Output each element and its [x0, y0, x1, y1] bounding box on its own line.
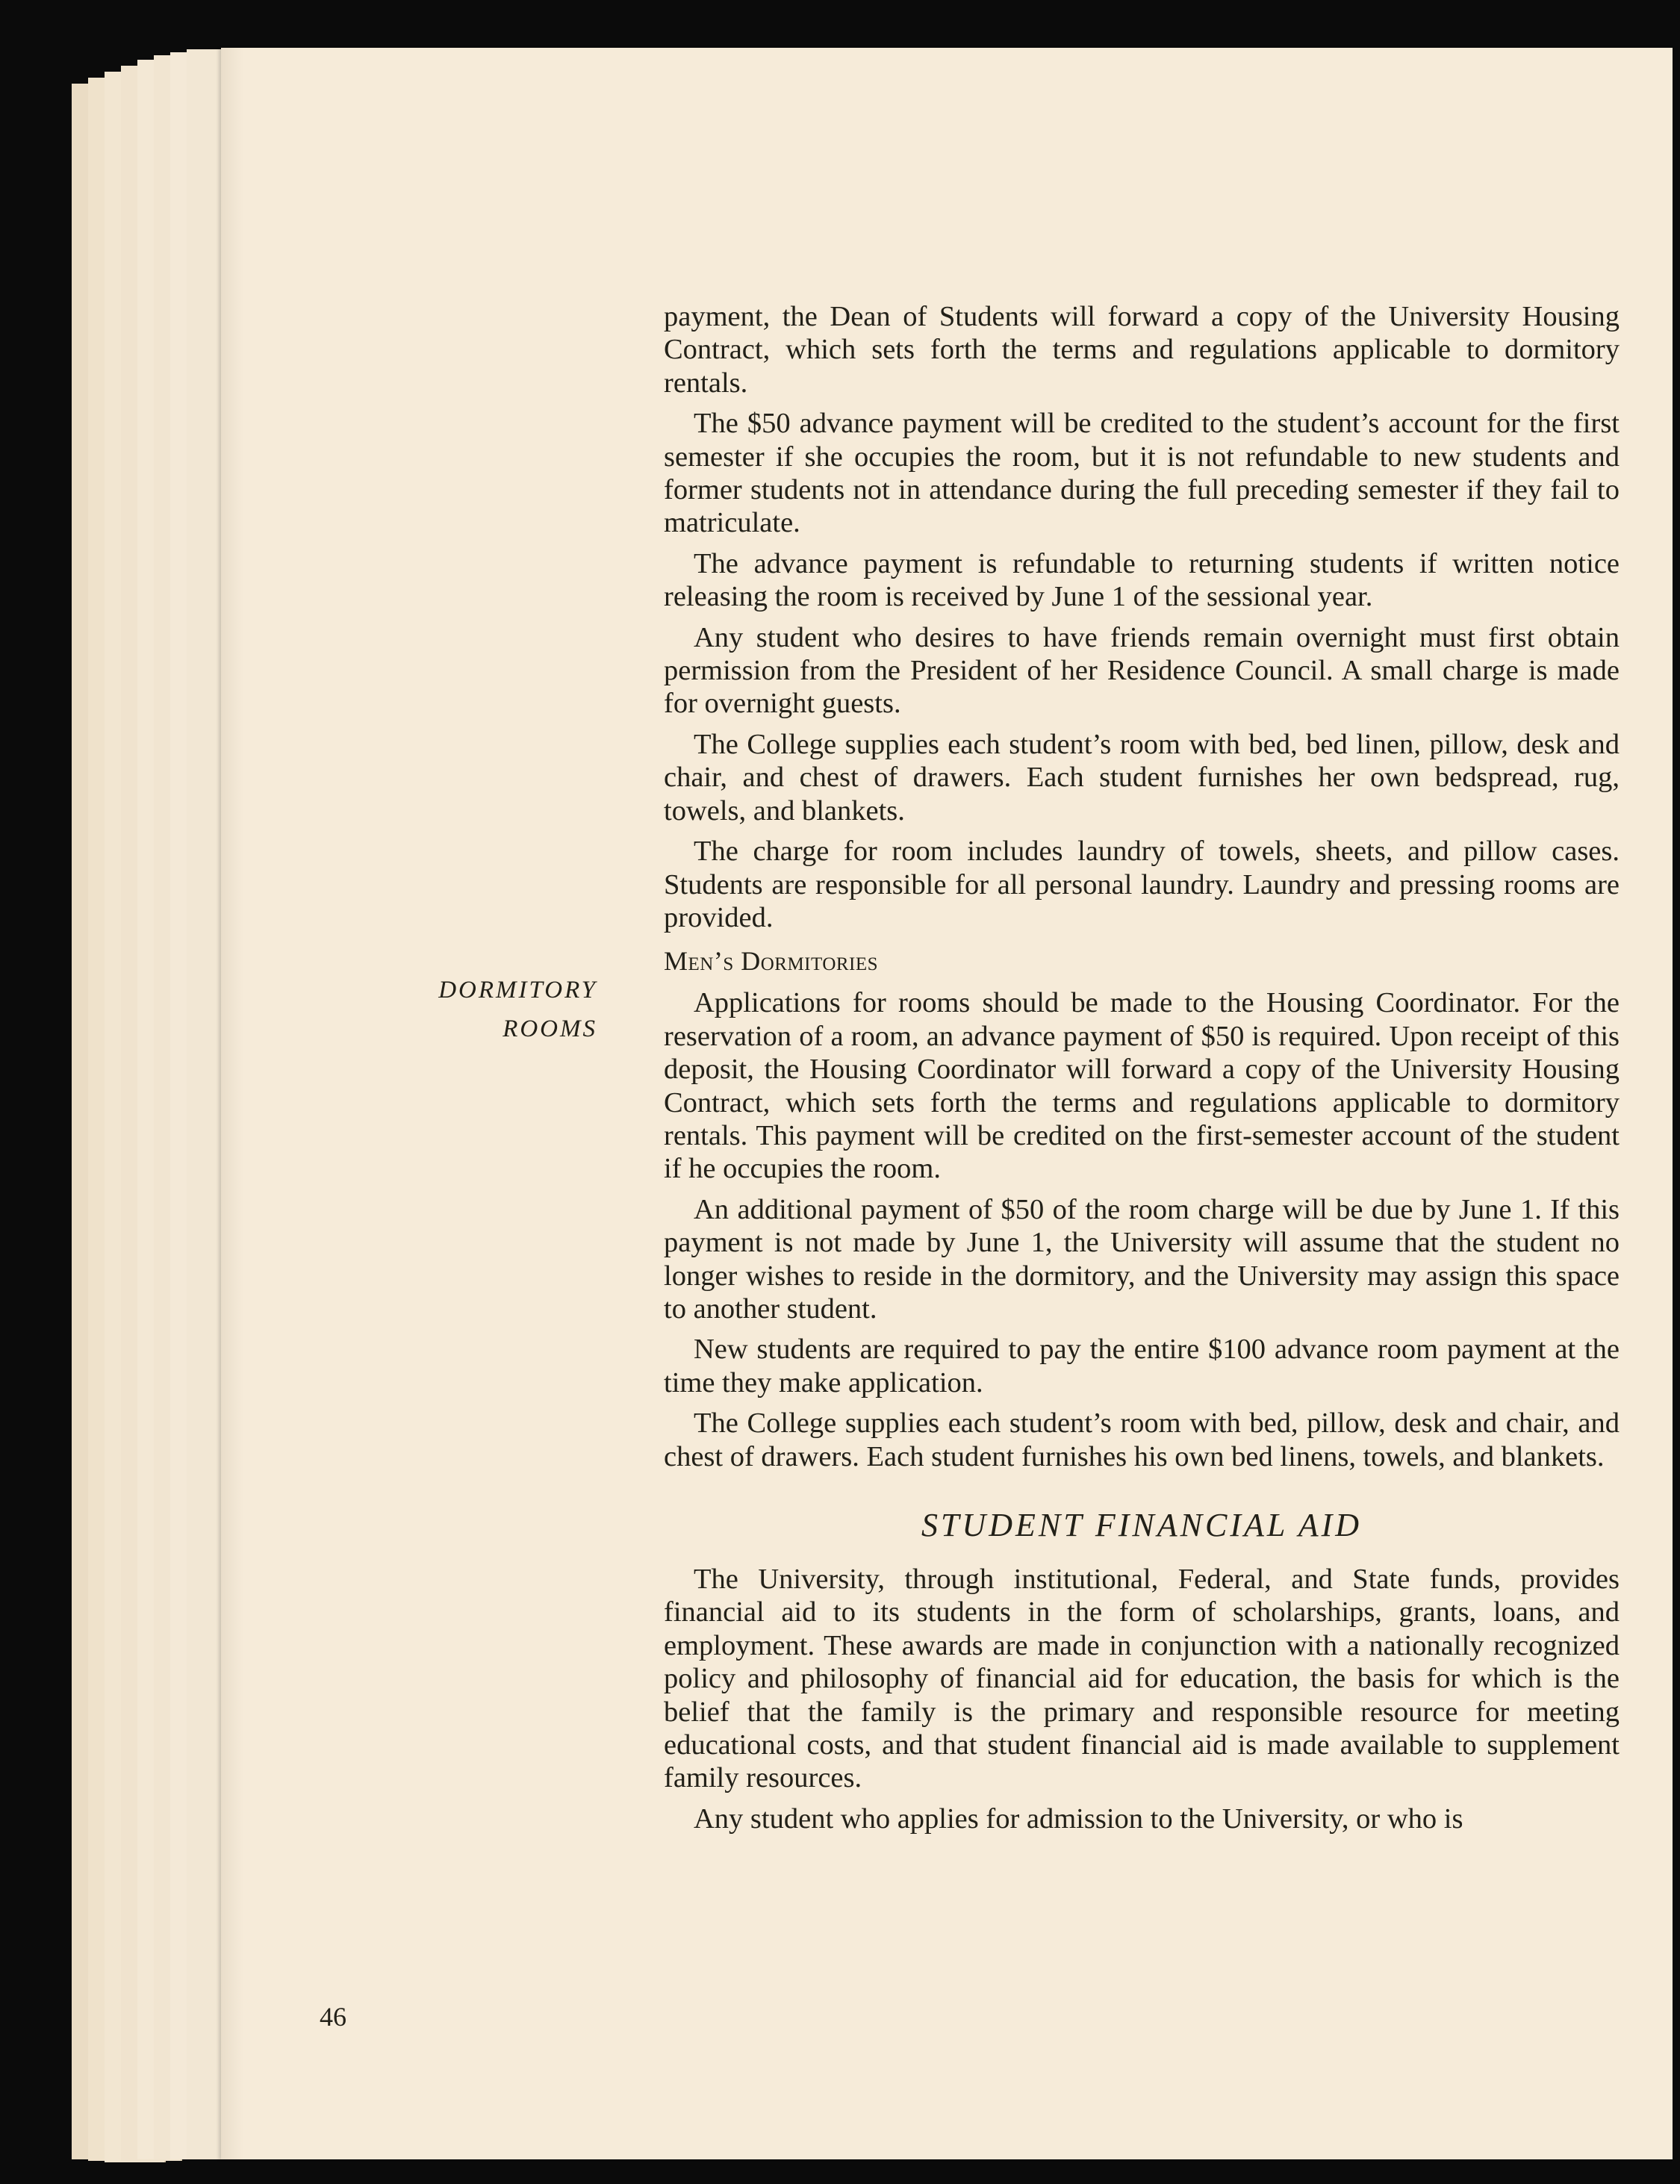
- paragraph: The University, through institutional, Federal, and State funds, provides financial aid to its students in the form of scholarships, grants, loans, and employment. These awards are made in conjunction with a nationally recognized policy and philosophy of financial aid for education, the basis for which is the belief that the family is the primary and responsible resource for meeting educational costs, and that student financial aid is made available to supplement family resources.: [664, 1564, 1620, 1794]
- mens-dormitories-heading: Men’s Dormitories: [664, 946, 879, 977]
- paragraph: New students are required to pay the entire $100 advance room payment at the time they make application.: [664, 1334, 1620, 1399]
- paragraph: Applications for rooms should be made to the Housing Coordinator. For the reservation of a room, an advance payment of $50 is required. Upon receipt of this deposit, the Housing Coordinator will forward a copy of the University Housing Contract, which sets forth the terms and regulations applicable to dormitory rentals. This payment will be credited on the first-semester account of the student if he occupies the room.: [664, 987, 1620, 1185]
- paragraph: The College supplies each student’s room with bed, pillow, desk and chair, and chest of drawers. Each student furnishes his own bed linens, towels, and blankets.: [664, 1407, 1620, 1472]
- paragraph: The College supplies each student’s room with bed, bed linen, pillow, desk and chair, and chest of drawers. Each student furnishes her own bedspread, rug, towels, and blankets.: [664, 728, 1620, 827]
- margin-heading-line-2: ROOMS: [503, 1015, 597, 1042]
- body-text-column: [664, 300, 1620, 1835]
- paragraph: The $50 advance payment will be credited to the student’s account for the first semester if she occupies the room, but it is not refundable to new students and former students not in attendance during the full preceding semester if they fail to matriculate.: [664, 408, 1620, 539]
- paragraph: The charge for room includes laundry of towels, sheets, and pillow cases. Students are responsible for all personal laundry. Laundry and pressing rooms are provided.: [664, 836, 1620, 933]
- margin-heading-line-1: DORMITORY: [438, 977, 597, 1004]
- section-title: STUDENT FINANCIAL AID: [921, 1507, 1363, 1543]
- paragraph: Any student who desires to have friends remain overnight must first obtain permission from the President of her Residence Council. A small charge is made for overnight guests.: [664, 621, 1620, 720]
- margin-heading-dormitory-rooms: [438, 971, 597, 1048]
- paragraph: The advance payment is refundable to returning students if written notice releasing the room is received by June 1 of the sessional year.: [664, 547, 1620, 613]
- page-number: 46: [320, 2002, 346, 2032]
- paragraph: An additional payment of $50 of the room charge will be due by June 1. If this payment is not made by June 1, the University will assume that the student no longer wishes to reside in the dormitory, and the University may assign this space to another student.: [664, 1193, 1620, 1325]
- paragraph: payment, the Dean of Students will forward a copy of the University Housing Contract, which sets forth the terms and regulations applicable to dormitory rentals.: [664, 301, 1620, 399]
- paragraph: Any student who applies for admission to the University, or who is: [694, 1802, 1463, 1835]
